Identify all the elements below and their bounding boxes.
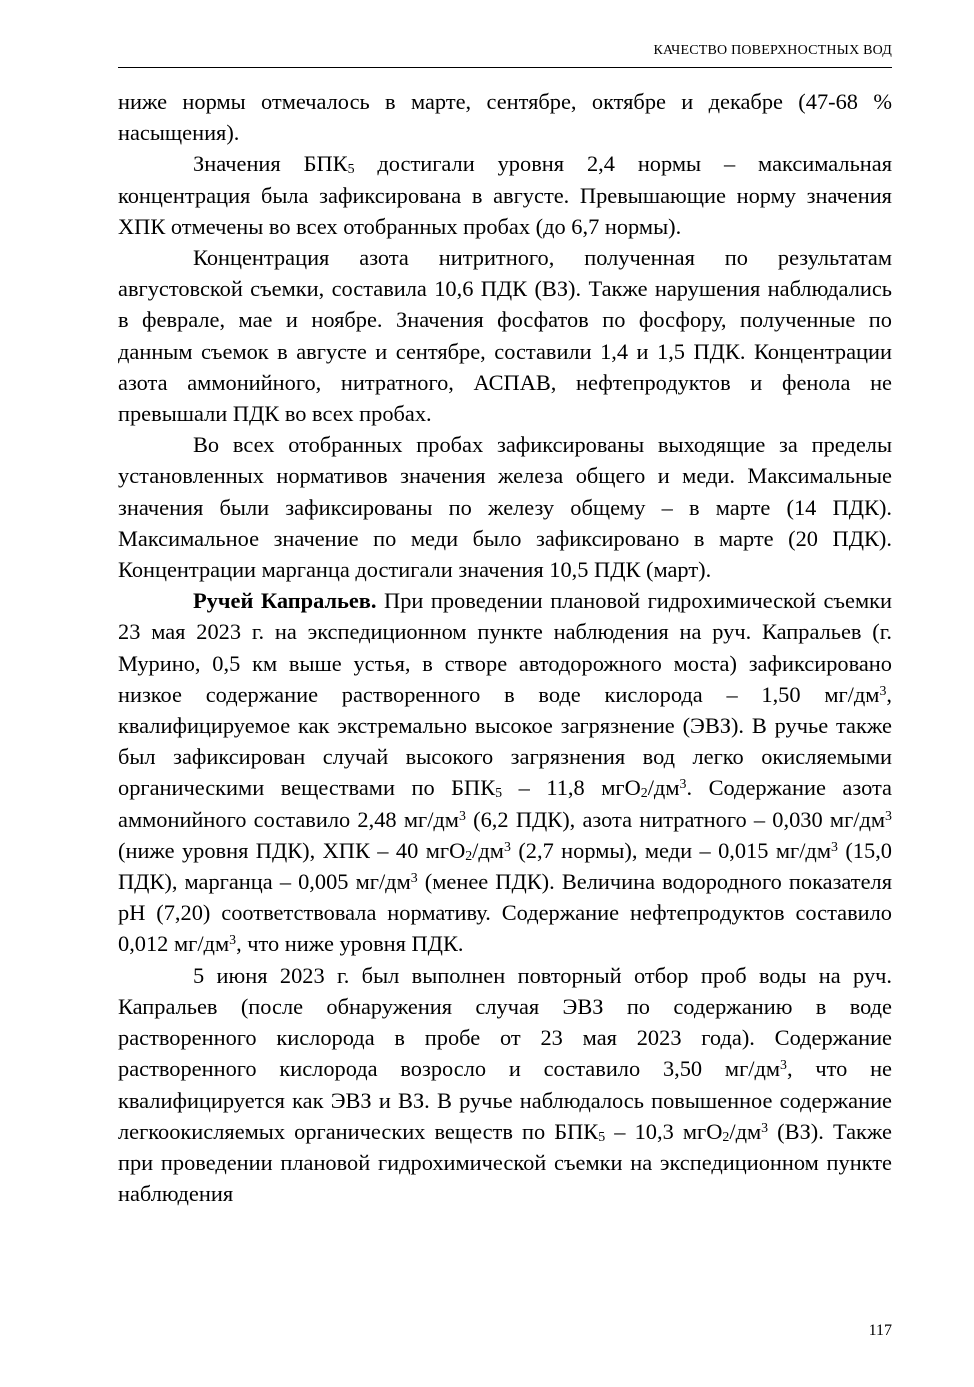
text-run: . Содержание азота аммонийного составило 2,48 мг/дм [118, 775, 892, 832]
superscript: 3 [780, 1058, 787, 1074]
page-body [118, 86, 892, 1209]
paragraph-resampling [118, 960, 892, 1210]
text-run: /дм [729, 1118, 762, 1144]
paragraph-2 [118, 148, 892, 242]
paragraph-kapralev [118, 585, 892, 959]
section-heading-kapralev: Ручей Капральев. [193, 588, 377, 614]
superscript: 3 [229, 933, 237, 949]
text-run: – 10,3 мгО [605, 1118, 723, 1144]
header-rule [118, 67, 892, 68]
text-run: – 11,8 мгО [502, 775, 641, 801]
text-run: (ниже уровня ПДК), ХПК – 40 мгО [118, 837, 466, 863]
running-header: КАЧЕСТВО ПОВЕРХНОСТНЫХ ВОД [653, 43, 892, 58]
text-run: /дм [647, 775, 680, 801]
text-run: При проведении плановой гидрохимической съемки 23 мая 2023 г. на экспедиционном пункте наблюдения на руч. Капральев (г. Мурино, 0,5 км выше устья, в створе автодорожного моста) зафиксировано низкое содержание растворенного в воде кислорода – 1,50 мг/дм [118, 588, 892, 707]
superscript: 3 [458, 808, 466, 824]
superscript: 3 [503, 839, 511, 855]
subscript: 2 [465, 848, 473, 864]
superscript: 3 [410, 871, 418, 887]
superscript: 3 [831, 839, 838, 855]
subscript: 5 [598, 1129, 606, 1145]
text-run: , что ниже уровня ПДК. [236, 931, 464, 957]
text-run: достигали уровня 2,4 нормы – максимальная концентрация была зафиксирована в августе. Превышающие норму значения ХПК отмечены во всех отобранных пробах (до 6,7 нормы). [118, 151, 892, 239]
paragraph-1: ниже нормы отмечалось в марте, сентябре, октябре и декабре (47-68 % насыщения). [118, 89, 892, 146]
text-run: (2,7 нормы), меди – 0,015 мг/дм [510, 837, 831, 863]
subscript: 5 [495, 786, 503, 802]
superscript: 3 [761, 1120, 769, 1136]
text-run: (менее ПДК). Величина водородного показателя рН (7,20) соответствовала нормативу. Содержание нефтепродуктов составило 0,012 мг/дм [118, 869, 892, 957]
paragraph-4: Во всех отобранных пробах зафиксированы выходящие за пределы установленных нормативов значения железа общего и меди. Максимальные значения были зафиксированы по железу общему – в марте (14 ПДК). Максимальное значение по меди было зафиксировано в марте (20 ПДК). Концентрации марганца достигали значения 10,5 ПДК (март). [118, 432, 892, 583]
subscript: 5 [347, 162, 355, 178]
text-run: /дм [472, 837, 504, 863]
paragraph-3: Концентрация азота нитритного, полученная по результатам августовской съемки, составила 10,6 ПДК (ВЗ). Также нарушения наблюдались в феврале, мае и ноябре. Значения фосфатов по фосфору, полученные по данным съемок в августе и сентябре, составили 1,4 и 1,5 ПДК. Концентрации азота аммонийного, нитратного, АСПАВ, нефтепродуктов и фенола не превышали ПДК во всех пробах. [118, 245, 892, 427]
text-run: (15,0 ПДК), марганца – 0,005 мг/дм [118, 837, 892, 895]
subscript: 2 [640, 786, 648, 802]
page-number: 117 [868, 1322, 892, 1339]
text-run: (6,2 ПДК), азота нитратного – 0,030 мг/дм [465, 806, 886, 832]
text-run: Значения БПК [193, 151, 348, 177]
text-run: , что не квалифицируется как ЭВЗ и ВЗ. В ручье наблюдалось повышенное содержание легкоокисляемых органических веществ по БПК [118, 1056, 892, 1144]
superscript: 3 [885, 808, 892, 824]
superscript: 3 [679, 777, 687, 793]
subscript: 2 [722, 1129, 730, 1145]
text-run: (ВЗ). Также при проведении плановой гидрохимической съемки на экспедиционном пункте наблюдения [118, 1118, 892, 1207]
text-run: , квалифицируемое как экстремально высокое загрязнение (ЭВЗ). В ручье также был зафиксирован случай высокого загрязнения вод легко окисляемыми органическими веществами по БПК [118, 681, 892, 801]
superscript: 3 [879, 683, 887, 699]
text-run: 5 июня 2023 г. был выполнен повторный отбор проб воды на руч. Капральев (после обнаружения случая ЭВЗ по содержанию в воде растворенного кислорода в пробе от 23 мая 2023 года). Содержание растворенного кислорода возросло и составило 3,50 мг/дм [118, 962, 892, 1082]
